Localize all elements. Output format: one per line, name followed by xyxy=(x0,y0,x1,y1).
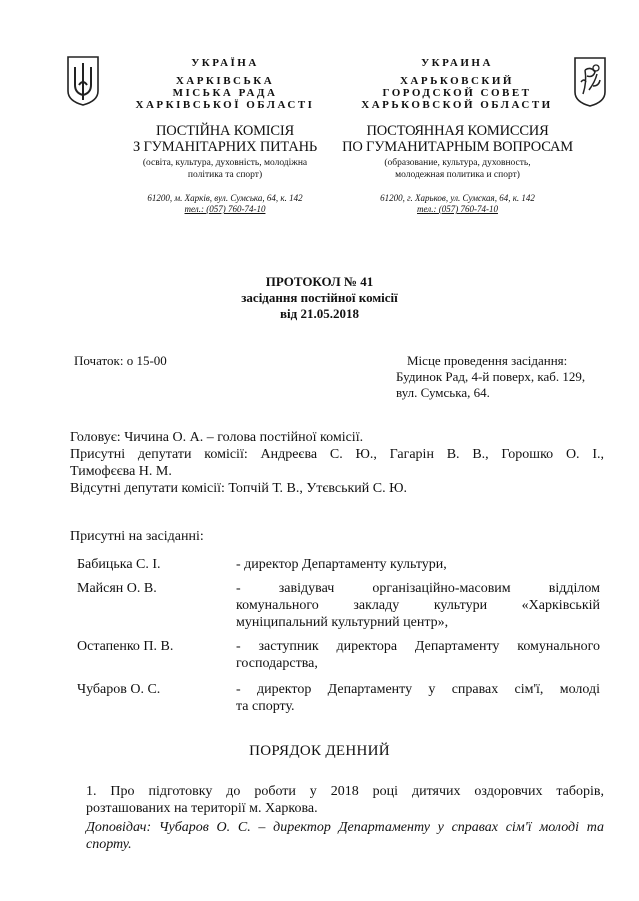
attendee-role: господарства, xyxy=(236,656,318,671)
protocol-title: ПРОТОКОЛ № 41 xyxy=(265,274,374,289)
meeting-place-building: Будинок Рад, 4-й поверх, каб. 129, xyxy=(396,369,586,384)
commission-scope-ua-2: політика та спорт) xyxy=(187,170,263,180)
agenda-item-1-line1: 1. Про підготовку до роботи у 2018 році дитячих оздоровчих таборів, xyxy=(86,784,604,799)
attendee-role: комунального закладу культури «Харківській xyxy=(236,598,600,613)
commission-name-ua-2: З ГУМАНІТАРНИХ ПИТАНЬ xyxy=(132,139,318,155)
header-council-ua-3: ХАРКІВСЬКОЇ ОБЛАСТІ xyxy=(135,99,315,111)
kharkiv-city-emblem-icon xyxy=(573,56,607,108)
protocol-date: від 21.05.2018 xyxy=(280,306,359,321)
attendee-role: - директор Департаменту у справах сім'ї, молоді xyxy=(236,682,600,697)
attendee-role: та спорту. xyxy=(236,699,295,714)
attendee-role: - директор Департаменту культури, xyxy=(236,557,447,572)
agenda-speaker-line2: спорту. xyxy=(86,837,132,852)
header-country-ua: УКРАЇНА xyxy=(191,57,259,69)
header-council-ua-2: МІСЬКА РАДА xyxy=(172,87,278,99)
agenda-title: ПОРЯДОК ДЕННИЙ xyxy=(249,743,390,759)
attendee-name: Майсян О. В. xyxy=(77,581,157,596)
address-ru: 61200, г. Харьков, ул. Сумская, 64, к. 142 xyxy=(380,193,535,203)
attendee-role: - заступник директора Департаменту комунального xyxy=(236,639,600,654)
address-ua: 61200, м. Харків, вул. Сумська, 64, к. 142 xyxy=(147,193,303,203)
phone-ua xyxy=(110,204,340,215)
phone-ru-text: тел.: (057) 760-74-10 xyxy=(417,204,498,214)
commission-name-ua-1: ПОСТІЙНА КОМІСІЯ xyxy=(156,123,294,139)
attendee-name: Бабицька С. І. xyxy=(77,557,161,572)
meeting-place-street: вул. Сумська, 64. xyxy=(396,385,490,400)
attendees-title: Присутні на засіданні: xyxy=(70,529,204,544)
ukraine-trident-emblem-icon xyxy=(66,55,100,107)
commission-scope-ru-1: (образование, культура, духовность, xyxy=(384,158,531,168)
phone-ua-text: тел.: (057) 760-74-10 xyxy=(184,204,266,214)
protocol-subtitle: засідання постійної комісії xyxy=(241,290,398,305)
agenda-item-1-line2: розташованих на території м. Харкова. xyxy=(86,801,318,816)
commission-name-ru-2: ПО ГУМАНИТАРНЫМ ВОПРОСАМ xyxy=(342,139,573,155)
attendee-name: Остапенко П. В. xyxy=(77,639,174,654)
header-country-ru: УКРАИНА xyxy=(421,57,493,69)
agenda-speaker-line1: Доповідач: Чубаров О. С. – директор Департаменту у справах сім'ї молоді та xyxy=(86,820,604,835)
phone-ru xyxy=(340,204,575,215)
meeting-start: Початок: о 15-00 xyxy=(74,353,167,368)
present-deputies-line1: Присутні депутати комісії: Андреєва С. Ю., Гагарін В. В., Горошко О. І., xyxy=(70,447,604,462)
absent-deputies: Відсутні депутати комісії: Топчій Т. В., Утєвський С. Ю. xyxy=(70,481,407,496)
header-council-ru-2: ГОРОДСКОЙ СОВЕТ xyxy=(382,87,532,99)
meeting-place-label: Місце проведення засідання: xyxy=(407,353,568,368)
commission-scope-ru-2: молодежная политика и спорт) xyxy=(395,170,520,180)
attendee-role: - завідувач організаційно-масовим відділом xyxy=(236,581,600,596)
commission-name-ru-1: ПОСТОЯННАЯ КОМИССИЯ xyxy=(366,123,549,139)
chair-line: Головує: Чичина О. А. – голова постійної комісії. xyxy=(70,430,364,445)
attendee-name: Чубаров О. С. xyxy=(77,682,161,697)
attendee-role: муніципальний культурний центр», xyxy=(236,615,449,630)
commission-scope-ua-1: (освіта, культура, духовність, молодіжна xyxy=(142,158,308,168)
present-deputies-line2: Тимофєєва Н. М. xyxy=(70,464,172,479)
header-council-ua-1: ХАРКІВСЬКА xyxy=(175,75,275,87)
header-council-ru-3: ХАРЬКОВСКОЙ ОБЛАСТИ xyxy=(361,99,553,111)
header-council-ru-1: ХАРЬКОВСКИЙ xyxy=(399,75,514,87)
